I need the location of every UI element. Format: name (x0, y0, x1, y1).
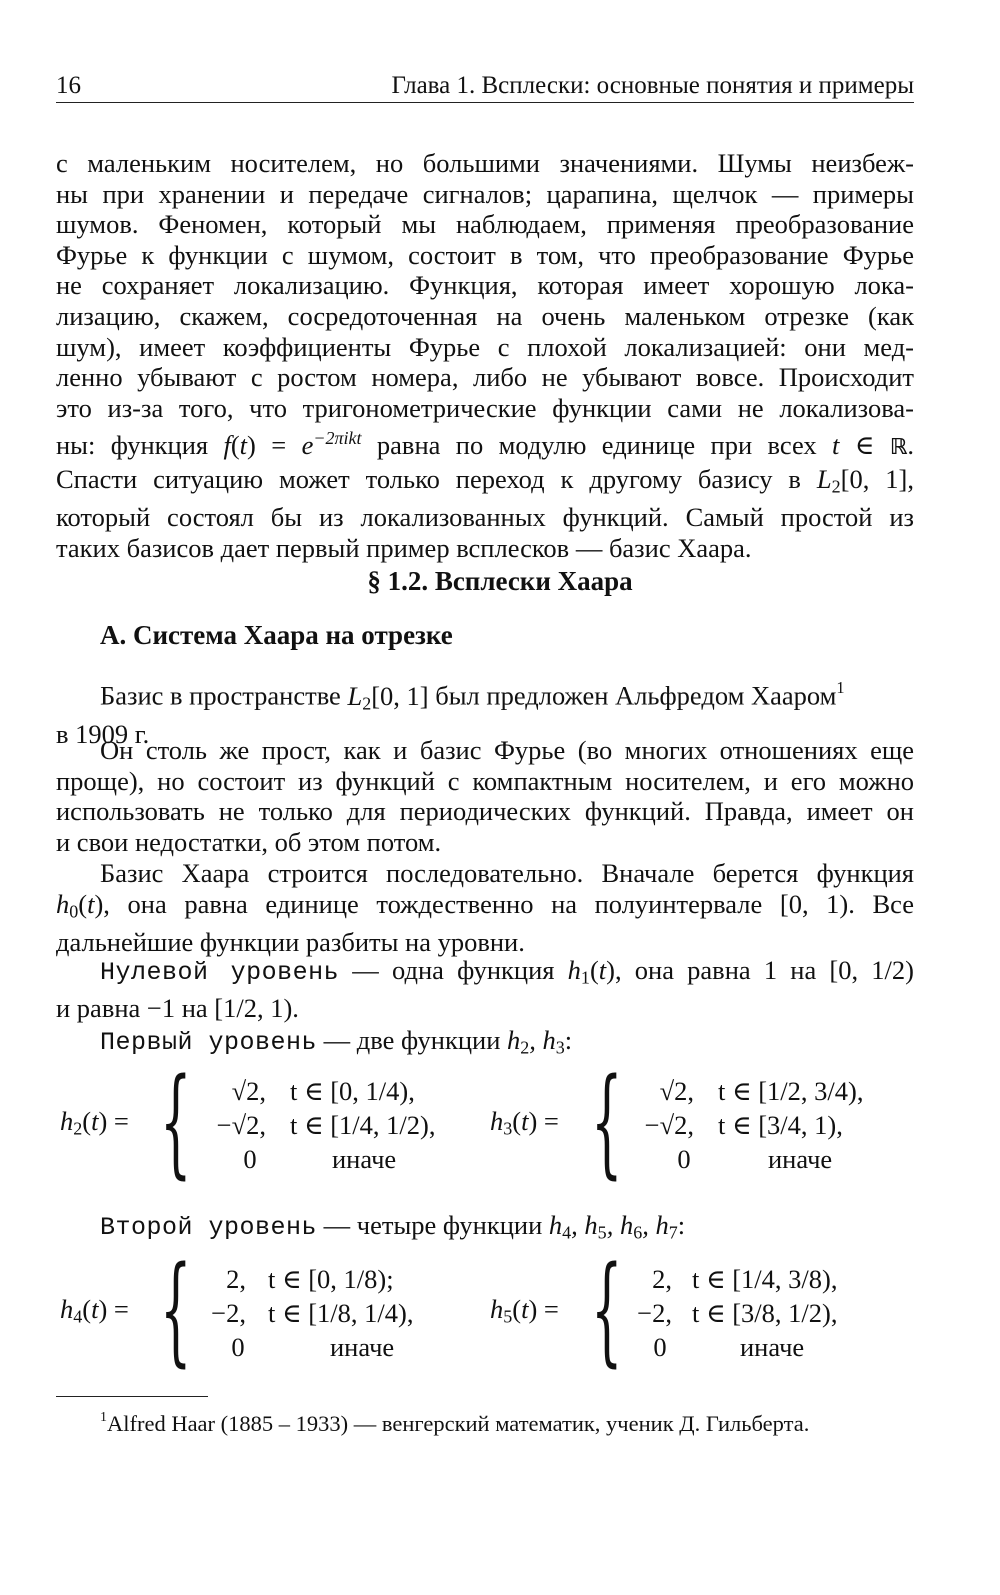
case-condition: t ∈ [3/8, 1/2), (692, 1298, 838, 1328)
page-number: 16 (56, 72, 81, 99)
case-condition: t ∈ [1/8, 1/4), (268, 1298, 414, 1328)
math-h2-h3: $h_2$, $h_3$ (507, 1025, 565, 1058)
text-line: который состоял бы из локализованных функций. Самый простой из (56, 501, 914, 532)
case-condition: t ∈ [1/2, 3/4), (718, 1076, 864, 1106)
text-fragment: — одна функция (339, 955, 568, 985)
text-line: и свои недостатки, об этом потом. (56, 826, 442, 857)
case-condition: иначе (332, 1144, 397, 1174)
section-title: § 1.2. Всплески Хаара (367, 566, 633, 596)
formula-h2 (0, 1052, 1000, 1190)
paragraph-simplicity (56, 735, 914, 857)
math-h0: $h_0(t)$ (56, 888, 104, 922)
text-line: ленно убывают с ростом номера, либо не убывают вовсе. Происходит (56, 362, 914, 393)
text-fragment: Базис в пространстве (100, 680, 341, 711)
case-condition: t ∈ [3/4, 1), (718, 1110, 843, 1140)
text-line (56, 955, 914, 993)
text-line: Второй уровень — четыре функции $h_4$, $h_5$, $h_6$, $h_7$: (100, 1210, 686, 1243)
case-value: 2, (226, 1264, 246, 1294)
text-fragment: равна по модулю единице при всех (376, 430, 817, 461)
case-value: −√2, (644, 1110, 694, 1140)
text-line: шумов. Феномен, который мы наблюдаем, применяя преобразование (56, 209, 914, 240)
paragraph-construction (56, 858, 914, 957)
case-condition: t ∈ [0, 1/4), (290, 1076, 415, 1106)
math-l2-space: $L_2[0$, 1] (816, 463, 908, 497)
case-value: −√2, (216, 1110, 266, 1140)
formula-lhs: $h_5(t)$ = (490, 1294, 559, 1327)
text-line: Он столь же прост, как и базис Фурье (во многих отношениях еще (100, 735, 914, 765)
text-line: шум), имеет коэффициенты Фурье с плохой локализацией: они мед- (56, 331, 914, 362)
footnote-marker: 1 (100, 1410, 107, 1425)
left-brace: { (591, 1052, 623, 1190)
text-line: таких базисов дает первый пример всплесков — базис Хаара. (56, 532, 752, 563)
formula-lhs: $h_4(t)$ = (60, 1294, 129, 1327)
case-value: −2, (211, 1298, 246, 1328)
running-header (56, 68, 914, 103)
text-line: это из-за того, что тригонометрические функции сами не локализова- (56, 392, 914, 423)
math-t-in-r: t ∈ ℝ (832, 430, 908, 461)
text-line (56, 889, 914, 927)
text-line (56, 673, 914, 719)
footnote-rule (56, 1396, 208, 1397)
case-condition: t ∈ [1/4, 1/2), (290, 1110, 436, 1140)
text-fragment: — четыре функции (317, 1210, 549, 1240)
math-l2-space: $L_2[0$, 1] (347, 680, 429, 713)
paragraph-level-zero (56, 955, 914, 1024)
footnote-text: Alfred Haar (1885 – 1933) — венгерский математик, ученик Д. Гильберта. (106, 1410, 810, 1436)
chapter-title: Глава 1. Всплески: основные понятия и примеры (391, 72, 914, 99)
case-value: −2, (637, 1298, 672, 1328)
text-line: с маленьким носителем, но большими значениями. Шумы неизбеж- (56, 148, 914, 178)
case-value: √2, (659, 1076, 694, 1106)
case-value: 0 (243, 1144, 257, 1174)
case-value: 2, (652, 1264, 672, 1294)
subsection-title: A. Система Хаара на отрезке (100, 620, 453, 650)
text-fragment: , она равна 1 на [0, 1/2) (614, 955, 914, 985)
text-line: лизацию, скажем, сосредоточенная на очень маленьком отрезке (как (56, 300, 914, 331)
math-f-of-t: $f(t) = e^{-2\pi ikt}$ (223, 428, 362, 461)
case-value: √2, (231, 1076, 266, 1106)
text-line: в 1909 г. (56, 718, 150, 749)
text-line: дальнейшие функции разбиты на уровни. (56, 926, 525, 957)
formula-lhs: $h_2(t)$ = (60, 1106, 129, 1139)
text-line: проще), но состоит из функций с компактным носителем, и его можно (56, 765, 914, 796)
level-label: Нулевой уровень (100, 958, 340, 987)
text-line: Базис Хаара строится последовательно. Вначале берется функция (100, 858, 914, 888)
text-fragment: был предложен Альфредом Хааром (435, 680, 837, 711)
case-condition: иначе (330, 1332, 395, 1362)
level-label: Первый уровень (100, 1028, 318, 1057)
intro-paragraph (56, 148, 914, 563)
formula-lhs: $h_3(t)$ = (490, 1106, 559, 1139)
text-fragment: ны: функция (56, 430, 209, 461)
case-value: 0 (231, 1332, 245, 1362)
case-condition: иначе (740, 1332, 805, 1362)
text-line: Спасти ситуацию может только переход к другому базису в $L_2[0$, 1], (56, 463, 914, 497)
footnote-marker: 1 (836, 678, 845, 697)
case-condition: иначе (768, 1144, 833, 1174)
left-brace: { (160, 1052, 192, 1190)
footnote (100, 1410, 809, 1437)
case-value: 0 (653, 1332, 667, 1362)
text-fragment: , она равна единице тождественно на полуинтервале [0, 1). Все (103, 888, 914, 919)
left-brace: { (591, 1240, 623, 1378)
text-line: Фурье к функции с шумом, состоит в том, что преобразование Фурье (56, 239, 914, 270)
text-line: ны: функция $f(t) = e^{-2\pi ikt}$ равна по модулю единице при всех t ∈ ℝ. (56, 428, 915, 461)
case-condition: t ∈ [0, 1/8); (268, 1264, 394, 1294)
case-condition: t ∈ [1/4, 3/8), (692, 1264, 838, 1294)
math-h1: $h_1(t)$ (567, 955, 615, 988)
text-line: использовать не только для периодических функций. Правда, имеет он (56, 796, 914, 827)
text-line: ны при хранении и передаче сигналов; царапина, щелчок — примеры (56, 178, 914, 209)
formula-h4 (0, 1240, 1000, 1378)
level-label: Второй уровень (100, 1213, 318, 1242)
text-line: не сохраняет локализацию. Функция, которая имеет хорошую лока- (56, 270, 914, 301)
math-h4-h7: $h_4$, $h_5$, $h_6$, $h_7$ (548, 1210, 678, 1243)
text-line: Первый уровень — две функции $h_2$, $h_3$: (100, 1025, 573, 1058)
case-value: 0 (677, 1144, 691, 1174)
left-brace: { (160, 1240, 192, 1378)
text-line: и равна −1 на [1/2, 1). (56, 993, 299, 1024)
text-fragment: — две функции (317, 1025, 508, 1055)
text-fragment: Спасти ситуацию может только переход к другому базису в (56, 463, 801, 494)
